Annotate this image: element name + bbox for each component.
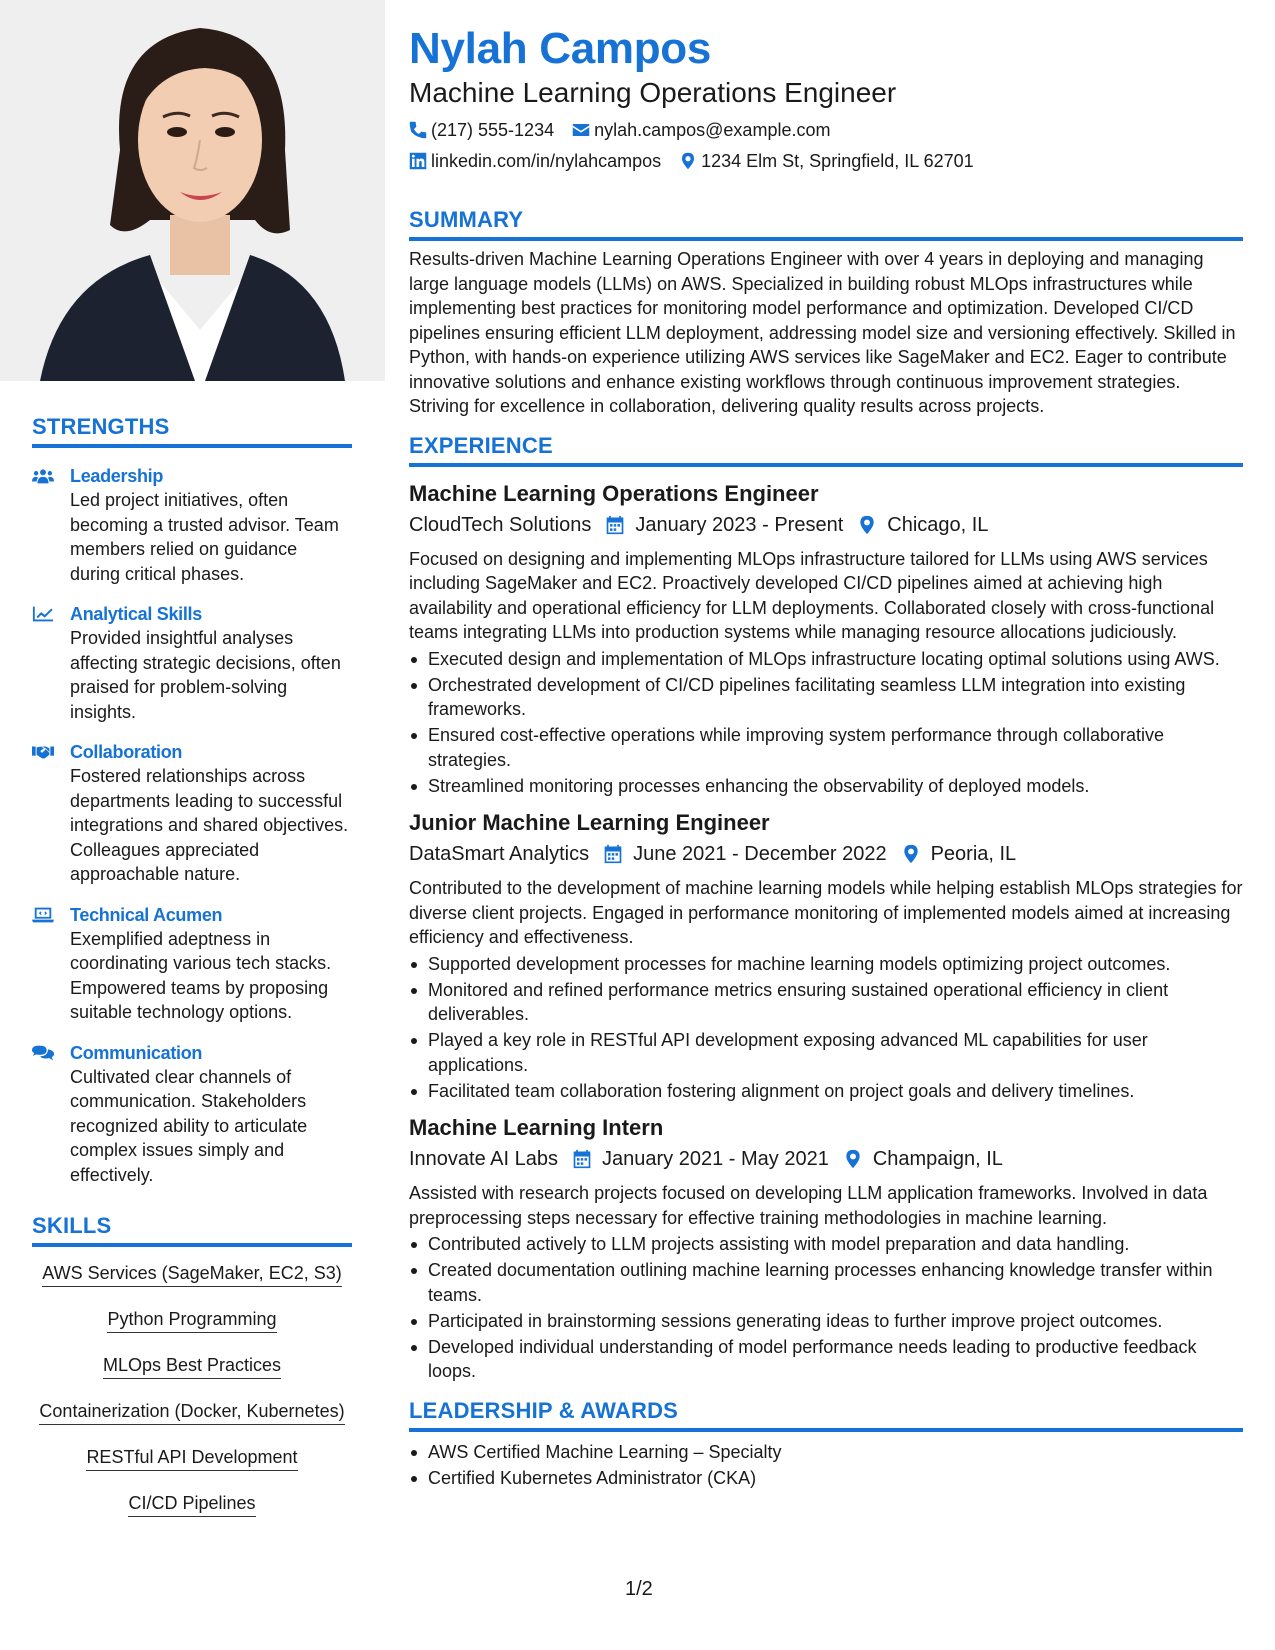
linkedin-text: linkedin.com/in/nylahcampos xyxy=(431,151,662,171)
job-meta xyxy=(409,1145,1243,1173)
contact-row xyxy=(409,149,1243,173)
strength-item xyxy=(32,602,352,724)
job-description: Assisted with research projects focused on developing LLM application frameworks. Involved in data preprocessing steps necessary for effective training methodologies in machine learning. xyxy=(409,1183,1208,1228)
list-item: Participated in brainstorming sessions generating ideas to further improve project outcomes. xyxy=(409,1309,1243,1334)
list-item: Developed individual understanding of model performance needs leading to productive feedback loops. xyxy=(409,1335,1243,1384)
skill-item: AWS Services (SageMaker, EC2, S3) xyxy=(32,1261,352,1287)
email-text: nylah.campos@example.com xyxy=(594,120,831,140)
job-entry xyxy=(409,1113,1243,1384)
skill-item: RESTful API Development xyxy=(32,1445,352,1471)
job-description: Focused on designing and implementing MLOps infrastructure tailored for LLMs using AWS services including SageMaker and EC2. Proactively developed CI/CD pipelines aimed at achieving high availability and operational efficiency for LLM deployments. Collaborated closely with cross-functional teams integrating LLMs into production systems while managing resource allocations judiciously. xyxy=(409,548,1215,642)
strength-name: Technical Acumen xyxy=(70,904,223,925)
list-item: AWS Certified Machine Learning – Specialty xyxy=(409,1440,1243,1465)
job-description: Contributed to the development of machine learning models while helping establish MLOps strategies for diverse client projects. Engaged in performance monitoring of implemented models aimed at increasing efficiency and effectiveness. xyxy=(409,878,1243,947)
list-item: Facilitated team collaboration fostering alignment on project goals and delivery timelines. xyxy=(409,1079,1243,1104)
comments-icon xyxy=(32,1041,70,1188)
job-meta xyxy=(409,511,1243,539)
awards-list xyxy=(409,1440,1243,1491)
job-company: DataSmart Analytics xyxy=(409,843,590,865)
experience-section xyxy=(409,433,1243,1384)
candidate-name: Nylah Campos xyxy=(409,24,712,73)
users-icon xyxy=(32,464,70,586)
strength-item xyxy=(32,1041,352,1188)
job-title: Junior Machine Learning Engineer xyxy=(409,810,770,835)
contact-row xyxy=(409,118,1243,142)
calendar-icon xyxy=(605,515,625,535)
job-meta xyxy=(409,840,1243,868)
map-marker-icon xyxy=(843,1149,863,1169)
skill-item: Python Programming xyxy=(32,1307,352,1333)
job-location: Peoria, IL xyxy=(930,843,1017,865)
left-content xyxy=(32,414,352,1517)
skill-item: MLOps Best Practices xyxy=(32,1353,352,1379)
list-item: Played a key role in RESTful API development exposing advanced ML capabilities for user applications. xyxy=(409,1028,1243,1077)
skill-item: Containerization (Docker, Kubernetes) xyxy=(32,1399,352,1425)
job-dates: January 2023 - Present xyxy=(635,513,844,536)
job-entry xyxy=(409,479,1243,799)
strength-desc: Cultivated clear channels of communication. Stakeholders recognized ability to articulate complex issues simply and effectively. xyxy=(70,1066,308,1185)
phone-contact[interactable] xyxy=(409,118,554,142)
strength-desc: Led project initiatives, often becoming a trusted advisor. Team members relied on guidance during critical phases. xyxy=(70,490,339,584)
job-bullets xyxy=(409,1232,1243,1384)
summary-heading: SUMMARY xyxy=(409,207,1243,241)
linkedin-icon xyxy=(409,152,427,170)
address-text: 1234 Elm St, Springfield, IL 62701 xyxy=(701,151,974,171)
skill-item: CI/CD Pipelines xyxy=(32,1491,352,1517)
strength-desc: Provided insightful analyses affecting strategic decisions, often praised for problem-solving insights. xyxy=(70,628,341,722)
skills-list xyxy=(32,1261,352,1517)
awards-heading: LEADERSHIP & AWARDS xyxy=(409,1398,1243,1432)
skills-heading: SKILLS xyxy=(32,1213,352,1247)
map-marker-icon xyxy=(901,844,921,864)
awards-section xyxy=(409,1398,1243,1491)
list-item: Executed design and implementation of MLOps infrastructure locating optimal solutions using AWS. xyxy=(409,647,1243,672)
handshake-icon xyxy=(32,740,70,887)
chart-line-icon xyxy=(32,602,70,724)
strength-item xyxy=(32,464,352,586)
strengths-heading: STRENGTHS xyxy=(32,414,352,448)
right-column xyxy=(409,22,1243,1492)
strength-name: Communication xyxy=(70,1042,203,1063)
map-marker-icon xyxy=(857,515,877,535)
strength-name: Collaboration xyxy=(70,742,183,762)
calendar-icon xyxy=(603,844,623,864)
list-item: Orchestrated development of CI/CD pipelines facilitating seamless LLM integration into existing frameworks. xyxy=(409,673,1243,722)
laptop-code-icon xyxy=(32,903,70,1025)
job-entry xyxy=(409,808,1243,1103)
candidate-role: Machine Learning Operations Engineer xyxy=(409,77,897,108)
strength-item xyxy=(32,740,352,887)
strength-desc: Exemplified adeptness in coordinating various tech stacks. Empowered teams by proposing suitable technology options. xyxy=(70,928,332,1022)
list-item: Certified Kubernetes Administrator (CKA) xyxy=(409,1466,1243,1491)
experience-heading: EXPERIENCE xyxy=(409,433,1243,467)
summary-section xyxy=(409,207,1243,419)
email-contact[interactable] xyxy=(572,118,830,142)
left-column xyxy=(0,0,385,1650)
calendar-icon xyxy=(572,1149,592,1169)
job-company: CloudTech Solutions xyxy=(409,513,592,536)
profile-photo xyxy=(0,0,385,381)
job-bullets xyxy=(409,647,1243,799)
job-location: Champaign, IL xyxy=(872,1148,1003,1170)
job-bullets xyxy=(409,952,1243,1104)
strength-name: Leadership xyxy=(70,466,164,486)
envelope-icon xyxy=(572,121,590,139)
page-number: 1/2 xyxy=(625,1578,653,1600)
job-company: Innovate AI Labs xyxy=(409,1148,559,1170)
strength-item xyxy=(32,903,352,1025)
list-item: Supported development processes for machine learning models optimizing project outcomes. xyxy=(409,952,1243,977)
job-dates: June 2021 - December 2022 xyxy=(633,843,887,865)
phone-text: (217) 555-1234 xyxy=(431,120,555,140)
list-item: Streamlined monitoring processes enhancing the observability of deployed models. xyxy=(409,774,1243,799)
job-location: Chicago, IL xyxy=(887,513,989,536)
job-title: Machine Learning Intern xyxy=(409,1115,664,1140)
list-item: Ensured cost-effective operations while improving system performance through collaborative strategies. xyxy=(409,723,1243,772)
map-marker-icon xyxy=(679,152,697,170)
phone-icon xyxy=(409,121,427,139)
job-title: Machine Learning Operations Engineer xyxy=(409,480,819,506)
strength-desc: Fostered relationships across departments leading to successful integrations and shared objectives. Colleagues appreciated approachable nature. xyxy=(70,766,349,884)
list-item: Contributed actively to LLM projects assisting with model preparation and data handling. xyxy=(409,1232,1243,1257)
summary-text: Results-driven Machine Learning Operations Engineer with over 4 years in deploying and managing large language models (LLMs) on AWS. Specialized in building robust MLOps infrastructures while implementing best practices for monitoring model performance and optimization. Developed CI/CD pipelines ensuring efficient LLM deployment, addressing model size and versioning effectively. Skilled in Python, with hands-on experience utilizing AWS services like SageMaker and EC2. Eager to contribute innovative solutions and enhance existing workflows through continuous improvement strategies. Striving for excellence in collaboration, delivering quality results across projects. xyxy=(409,249,1236,416)
strength-name: Analytical Skills xyxy=(70,604,202,624)
list-item: Monitored and refined performance metrics ensuring sustained operational efficiency in client deliverables. xyxy=(409,978,1243,1027)
list-item: Created documentation outlining machine learning processes enhancing knowledge transfer within teams. xyxy=(409,1258,1243,1307)
job-dates: January 2021 - May 2021 xyxy=(602,1148,829,1170)
linkedin-contact[interactable] xyxy=(409,149,661,173)
address-contact xyxy=(679,149,974,173)
